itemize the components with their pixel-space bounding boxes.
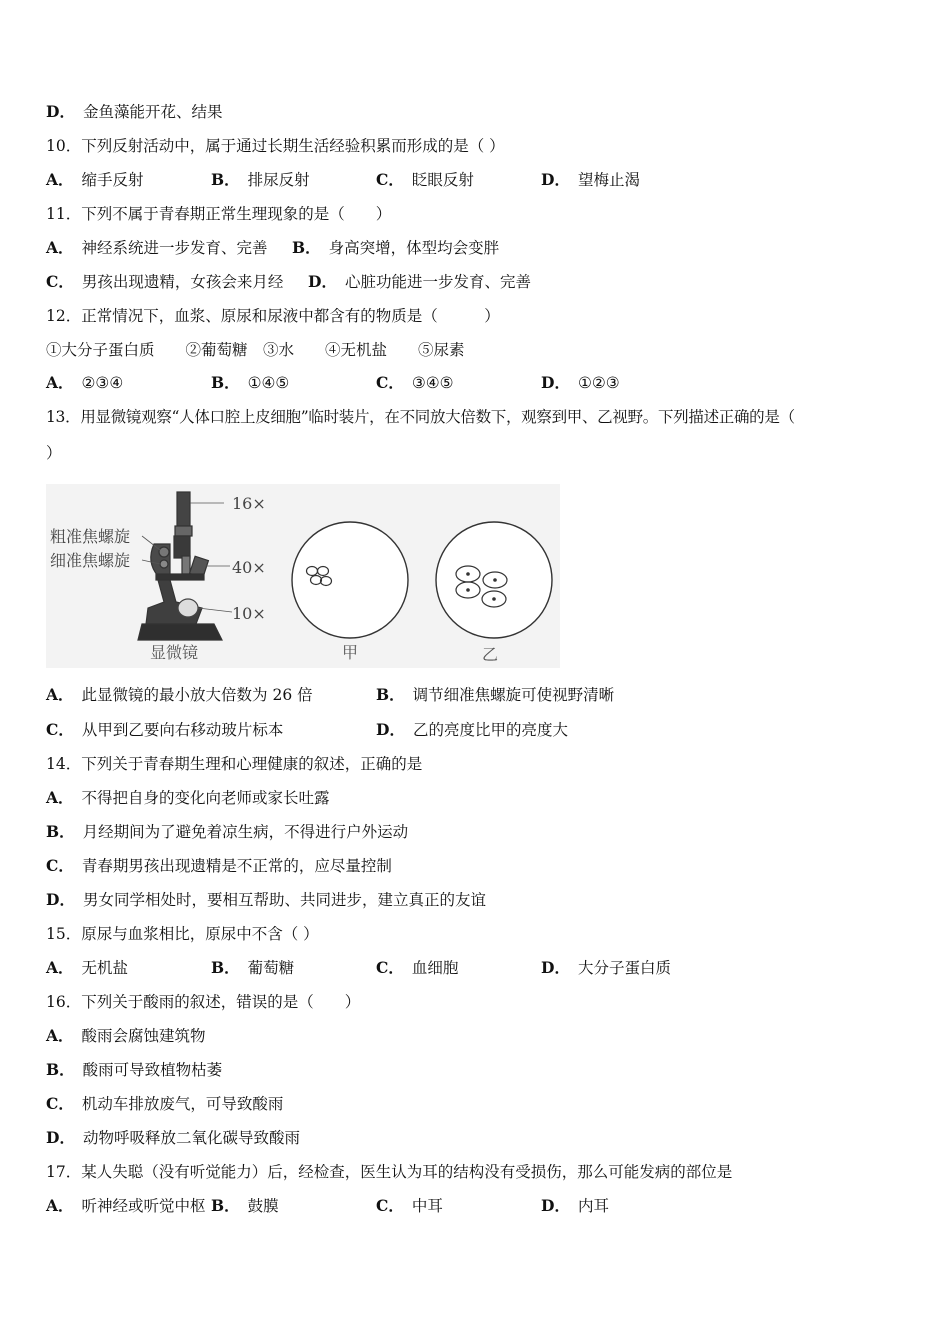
option-label: B．	[211, 373, 240, 392]
option-label: B．	[46, 1060, 75, 1079]
q11-option-c	[46, 272, 283, 292]
option-text: 不得把自身的变化向老师或家长吐露	[81, 789, 330, 807]
q12-option-b	[211, 373, 289, 393]
q10-option-a	[46, 170, 144, 190]
option-text: 身高突增，体型均会变胖	[328, 239, 500, 257]
option-label: D．	[376, 720, 405, 739]
option-text: 眨眼反射	[411, 171, 474, 189]
q16-stem: 16．下列关于酸雨的叙述，错误的是（ ）	[46, 993, 361, 1011]
q14-option-b	[46, 822, 408, 842]
option-label: B．	[211, 1196, 240, 1215]
option-text: 缩手反射	[81, 171, 144, 189]
q15-option-c	[376, 958, 458, 978]
option-text: 此显微镜的最小放大倍数为 26 倍	[81, 686, 313, 704]
option-text: ③④⑤	[411, 374, 454, 392]
q12-option-c	[376, 373, 454, 393]
q12-option-d	[541, 373, 620, 393]
option-text: 乙的亮度比甲的亮度大	[412, 721, 568, 739]
q11-option-d	[308, 272, 531, 292]
option-label: D．	[46, 102, 75, 121]
option-text: 男孩出现遗精，女孩会来月经	[81, 273, 284, 291]
option-label: D．	[541, 170, 570, 189]
option-text: 心脏功能进一步发育、完善	[344, 273, 531, 291]
option-text: 中耳	[411, 1197, 443, 1215]
option-label: A．	[46, 170, 74, 189]
eyepiece-label: 16×	[232, 494, 266, 513]
q16-option-b	[46, 1060, 222, 1080]
objective-low-label: 10×	[232, 604, 266, 623]
microscope-figure	[46, 484, 560, 668]
q15-option-d	[541, 958, 671, 978]
q17-option-b	[211, 1196, 279, 1216]
q15-option-b	[211, 958, 294, 978]
option-text: 调节细准焦螺旋可使视野清晰	[412, 686, 615, 704]
option-label: D．	[541, 373, 570, 392]
q14-option-d	[46, 890, 486, 910]
fine-focus-label: 细准焦螺旋	[50, 551, 131, 570]
option-text: 月经期间为了避免着凉生病，不得进行户外运动	[82, 823, 409, 841]
option-text: 机动车排放废气，可导致酸雨	[81, 1095, 284, 1113]
option-label: B．	[211, 958, 240, 977]
q16-option-a	[46, 1026, 206, 1046]
option-text: 神经系统进一步发育、完善	[81, 239, 268, 257]
option-label: A．	[46, 685, 74, 704]
q12-stem: 12．正常情况下，血浆、原尿和尿液中都含有的物质是（ ）	[46, 307, 500, 325]
option-label: C．	[376, 170, 404, 189]
option-label: A．	[46, 958, 74, 977]
option-label: B．	[46, 822, 75, 841]
option-text: 血细胞	[411, 959, 459, 977]
option-label: C．	[376, 373, 404, 392]
option-text: 无机盐	[81, 959, 129, 977]
q14-option-c	[46, 856, 392, 876]
option-label: B．	[292, 238, 321, 257]
view-a-circle	[292, 522, 408, 638]
q9-option-d	[46, 102, 222, 122]
q10-option-c	[376, 170, 474, 190]
q14-option-a	[46, 788, 330, 808]
option-text: 酸雨会腐蚀建筑物	[81, 1027, 206, 1045]
q16-option-d	[46, 1128, 300, 1148]
q12-option-a	[46, 373, 123, 393]
figure-svg	[46, 484, 560, 668]
option-label: D．	[46, 890, 75, 909]
q14-stem: 14．下列关于青春期生理和心理健康的叙述，正确的是	[46, 755, 423, 773]
option-label: C．	[46, 1094, 74, 1113]
q12-items: ①大分子蛋白质 ②葡萄糖 ③水 ④无机盐 ⑤尿素	[46, 341, 465, 359]
option-label: D．	[308, 272, 337, 291]
option-label: A．	[46, 1026, 74, 1045]
option-text: 内耳	[577, 1197, 609, 1215]
option-label: C．	[376, 958, 404, 977]
q11-option-b	[292, 238, 499, 258]
option-label: D．	[541, 1196, 570, 1215]
option-text: 望梅止渴	[577, 171, 640, 189]
option-label: A．	[46, 1196, 74, 1215]
q16-option-c	[46, 1094, 283, 1114]
view-a-caption: 甲	[342, 643, 359, 662]
option-text: 男女同学相处时，要相互帮助、共同进步，建立真正的友谊	[82, 891, 486, 909]
option-text: 排尿反射	[247, 171, 310, 189]
option-text: 听神经或听觉中枢	[81, 1197, 206, 1215]
q13-stem-end: ）	[46, 444, 62, 462]
option-text: 葡萄糖	[247, 959, 295, 977]
option-label: C．	[46, 856, 74, 875]
q17-option-c	[376, 1196, 443, 1216]
q13-option-a	[46, 685, 313, 705]
option-text: ②③④	[81, 374, 124, 392]
q13-option-c	[46, 720, 283, 740]
option-label: D．	[541, 958, 570, 977]
option-label: A．	[46, 238, 74, 257]
q13-option-b	[376, 685, 614, 705]
option-text: 动物呼吸释放二氧化碳导致酸雨	[82, 1129, 300, 1147]
q11-stem: 11．下列不属于青春期正常生理现象的是（ ）	[46, 205, 392, 223]
q17-option-a	[46, 1196, 206, 1216]
q13-stem: 13．用显微镜观察“人体口腔上皮细胞”临时装片，在不同放大倍数下，观察到甲、乙视野。下列描述正确的是（	[46, 408, 795, 426]
q13-option-d	[376, 720, 568, 740]
q11-option-a	[46, 238, 268, 258]
option-label: C．	[46, 720, 74, 739]
microscope-caption: 显微镜	[150, 643, 199, 662]
coarse-focus-label: 粗准焦螺旋	[50, 527, 131, 546]
q17-option-d	[541, 1196, 609, 1216]
option-label: A．	[46, 788, 74, 807]
option-label: C．	[376, 1196, 404, 1215]
option-text: ①②③	[577, 374, 620, 392]
q15-option-a	[46, 958, 128, 978]
view-b-caption: 乙	[482, 645, 499, 664]
q15-stem: 15．原尿与血浆相比，原尿中不含（ ）	[46, 925, 319, 943]
option-text: ①④⑤	[247, 374, 290, 392]
option-label: B．	[376, 685, 405, 704]
option-text: 青春期男孩出现遗精是不正常的，应尽量控制	[81, 857, 392, 875]
q17-stem: 17．某人失聪（没有听觉能力）后，经检查，医生认为耳的结构没有受损伤，那么可能发病的部位是	[46, 1163, 733, 1181]
q10-stem: 10．下列反射活动中，属于通过长期生活经验积累而形成的是（ ）	[46, 137, 505, 155]
option-text: 金鱼藻能开花、结果	[82, 103, 223, 121]
option-label: C．	[46, 272, 74, 291]
objective-high-label: 40×	[232, 558, 266, 577]
option-text: 酸雨可导致植物枯萎	[82, 1061, 223, 1079]
option-text: 从甲到乙要向右移动玻片标本	[81, 721, 284, 739]
option-text: 鼓膜	[247, 1197, 279, 1215]
option-text: 大分子蛋白质	[577, 959, 671, 977]
option-label: A．	[46, 373, 74, 392]
q10-option-b	[211, 170, 310, 190]
option-label: D．	[46, 1128, 75, 1147]
option-label: B．	[211, 170, 240, 189]
q10-option-d	[541, 170, 640, 190]
